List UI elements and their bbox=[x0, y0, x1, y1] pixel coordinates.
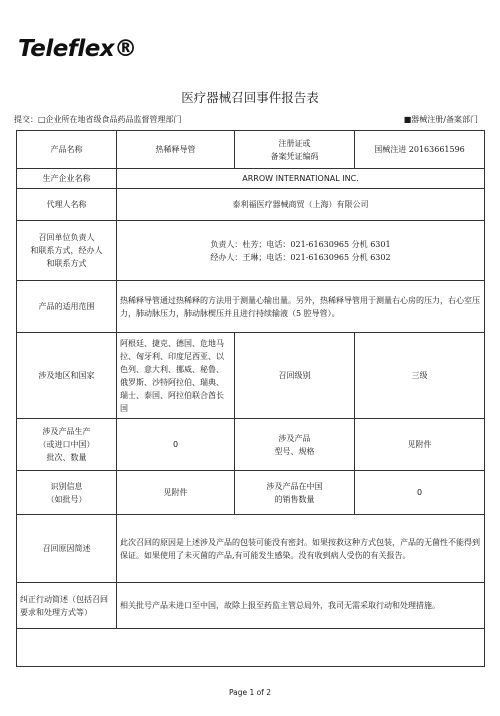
action-label: 纠正行动简述（包括召回要求和处理方式等） bbox=[17, 583, 117, 629]
china-sales-label-line-2: 的销售数量 bbox=[274, 494, 315, 504]
agent-label: 代理人名称 bbox=[17, 189, 117, 221]
table-row bbox=[17, 221, 485, 281]
submit-to-registration: ■器械注册/备案部门 bbox=[403, 115, 478, 124]
reg-cert-label-line-2: 备案凭证编码 bbox=[270, 151, 319, 161]
id-info-label-line-1: 识别信息 bbox=[50, 481, 83, 491]
model-value: 见附件 bbox=[355, 419, 485, 471]
manufacturer-value: ARROW INTERNATIONAL INC. bbox=[117, 169, 485, 189]
china-sales-label-line-1: 涉及产品在中国 bbox=[266, 481, 323, 491]
china-sales-value: 0 bbox=[355, 471, 485, 515]
reg-cert-label-line-1: 注册证或 bbox=[278, 138, 311, 148]
table-row bbox=[17, 131, 485, 169]
table-row bbox=[17, 281, 485, 333]
contact-line-1: 负责人：杜芳；电话：021-61630965 分机 6301 bbox=[210, 239, 391, 249]
table-row bbox=[17, 333, 485, 419]
contact-label-line-2: 和联系方式，经办人 bbox=[30, 246, 103, 255]
model-label bbox=[235, 419, 355, 471]
id-info-label-line-2: （如批号） bbox=[46, 494, 87, 504]
page-title: 医疗器械召回事件报告表 bbox=[181, 90, 319, 105]
product-name-value: 热稀释导管 bbox=[117, 131, 235, 169]
region-label: 涉及地区和国家 bbox=[17, 333, 117, 419]
recall-level-label: 召回级别 bbox=[235, 333, 355, 419]
page-footer: Page 1 of 2 bbox=[228, 688, 272, 697]
contact-label-line-1: 召回单位负责人 bbox=[38, 233, 95, 242]
scope-label: 产品的适用范围 bbox=[17, 281, 117, 333]
reg-cert-value: 国械注进 20163661596 bbox=[355, 131, 485, 169]
agent-value: 泰利福医疗器械商贸（上海）有限公司 bbox=[117, 189, 485, 221]
china-batches-value: 0 bbox=[117, 419, 235, 471]
id-info-label bbox=[17, 471, 117, 515]
table-row bbox=[17, 583, 485, 629]
china-batches-label-line-1: 涉及产品生产 bbox=[42, 427, 91, 436]
contact-line-2: 经办人：王琳；电话：021-61630965 分机 6302 bbox=[210, 252, 391, 262]
recall-report-table bbox=[16, 130, 485, 667]
china-batches-label bbox=[17, 419, 117, 471]
contact-label bbox=[17, 221, 117, 281]
model-label-line-1: 涉及产品 bbox=[278, 433, 311, 443]
region-value: 阿根廷、捷克、德国、危地马拉、匈牙利、印度尼西亚、以色列、意大利、挪威、秘鲁、俄罗斯、沙特阿拉伯、瑞典、瑞士、泰国、阿拉伯联合酋长国 bbox=[117, 333, 235, 419]
china-batches-label-line-3: 批次、数量 bbox=[46, 453, 87, 462]
table-row bbox=[17, 419, 485, 471]
recall-level-value: 三级 bbox=[355, 333, 485, 419]
contact-label-line-3: 和联系方式 bbox=[46, 259, 87, 268]
submit-to-provincial: 提交：□企业所在地省级食品药品监督管理部门 bbox=[14, 115, 182, 124]
action-value: 相关批号产品未进口至中国，故除上报至药监主管总局外，我司无需采取行动和处理措施。 bbox=[117, 583, 485, 629]
teleflex-logo: Teleflex® bbox=[18, 36, 137, 62]
table-row bbox=[17, 189, 485, 221]
reg-cert-label bbox=[235, 131, 355, 169]
scope-value: 热稀释导管通过热稀释的方法用于测量心输出量。另外，热稀释导管用于测量右心房的压力，右心室压力，肺动脉压力，肺动脉楔压并且进行持续输液（5 腔导管）。 bbox=[117, 281, 485, 333]
empty-cell bbox=[17, 629, 485, 667]
id-info-value: 见附件 bbox=[117, 471, 235, 515]
model-label-line-2: 型号、规格 bbox=[274, 446, 315, 456]
reason-label: 召回原因简述 bbox=[17, 515, 117, 583]
table-row bbox=[17, 515, 485, 583]
reason-value: 此次召回的原因是上述涉及产品的包装可能没有密封。如果按救这种方式包装，产品的无菌性不能得到保证。如果使用了未灭菌的产品,有可能发生感染。没有收到病人受伤的有关报告。 bbox=[117, 515, 485, 583]
china-batches-label-line-2: （或进口中国） bbox=[38, 440, 95, 449]
china-sales-label bbox=[235, 471, 355, 515]
manufacturer-label: 生产企业名称 bbox=[17, 169, 117, 189]
contact-value bbox=[117, 221, 485, 281]
table-row bbox=[17, 471, 485, 515]
table-row bbox=[17, 169, 485, 189]
product-name-label: 产品名称 bbox=[17, 131, 117, 169]
table-row-empty bbox=[17, 629, 485, 667]
